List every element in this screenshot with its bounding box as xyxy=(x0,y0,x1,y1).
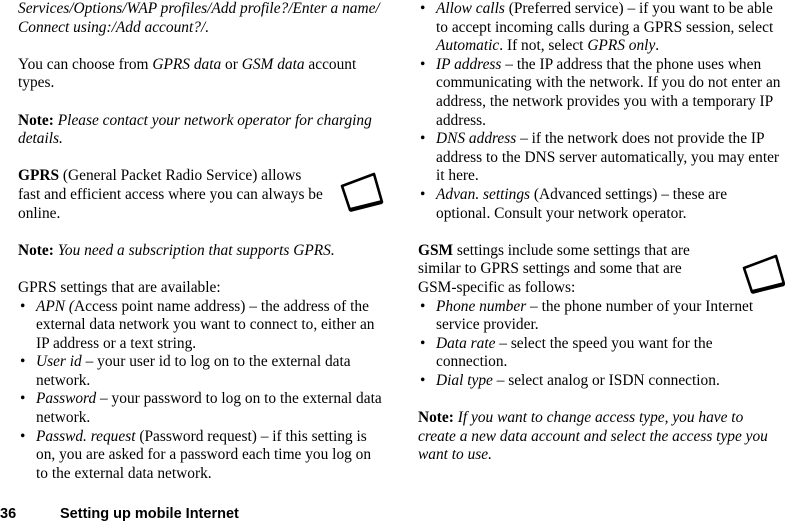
list-item: • DNS address – if the network does not provide the IP address to the DNS server automatically, you may enter it here. xyxy=(418,130,784,186)
list-item: • Dial type – select analog or ISDN connection. xyxy=(418,372,784,391)
left-column xyxy=(18,0,384,483)
gsm-intro: GSM settings include some settings that are similar to GPRS settings and some that are GSM-specific as follows: xyxy=(418,241,690,296)
gprs-settings-list-continued xyxy=(418,0,784,223)
note-access-type: Note: If you want to change access type, you have to create a new data account and select the access type you want to use. xyxy=(418,409,768,464)
gprs-settings-list xyxy=(18,298,384,484)
gprs-intro: GPRS (General Packet Radio Service) allows fast and efficient access where you can always be online. xyxy=(18,167,323,222)
gsm-settings-list xyxy=(418,298,784,391)
menu-path: Services/Options/WAP profiles/Add profile?/Enter a name/ Connect using:/Add account?/. xyxy=(18,0,380,36)
note-subscription: Note: You need a subscription that supports GPRS. xyxy=(18,241,335,259)
list-item: • APN (Access point name address) – the address of the external data network you want to connect to, either an IP address or a text string. xyxy=(18,298,384,354)
list-item: • User id – your user id to log on to the external data network. xyxy=(18,353,384,390)
list-item: • Phone number – the phone number of your Internet service provider. xyxy=(418,298,784,335)
right-column xyxy=(418,0,784,465)
note-charging: Note: Please contact your network operator for charging details. xyxy=(18,111,372,148)
section-title: Setting up mobile Internet xyxy=(60,506,239,522)
list-item: • Data rate – select the speed you want for the connection. xyxy=(418,335,784,372)
memo-card-icon xyxy=(740,254,785,294)
list-item: • Passwd. request (Password request) – if this setting is on, you are asked for a password each time you log on to the external data network. xyxy=(18,428,384,484)
list-item: • Advan. settings (Advanced settings) – these are optional. Consult your network operator. xyxy=(418,186,784,223)
page-footer xyxy=(0,505,785,523)
page-number: 36 xyxy=(0,506,17,522)
account-types-paragraph: You can choose from GPRS data or GSM data account types. xyxy=(18,55,357,92)
list-item: • Allow calls (Preferred service) – if you want to be able to accept incoming calls during a GPRS session, select Automatic. If not, select GPRS only. xyxy=(418,0,784,56)
list-item: • Password – your password to log on to the external data network. xyxy=(18,390,384,427)
list-item: • IP address – the IP address that the phone uses when communicating with the network. If you do not enter an address, the network provides you with a temporary IP address. xyxy=(418,56,784,130)
memo-card-icon xyxy=(338,172,384,212)
gprs-settings-intro: GPRS settings that are available: xyxy=(18,278,221,296)
